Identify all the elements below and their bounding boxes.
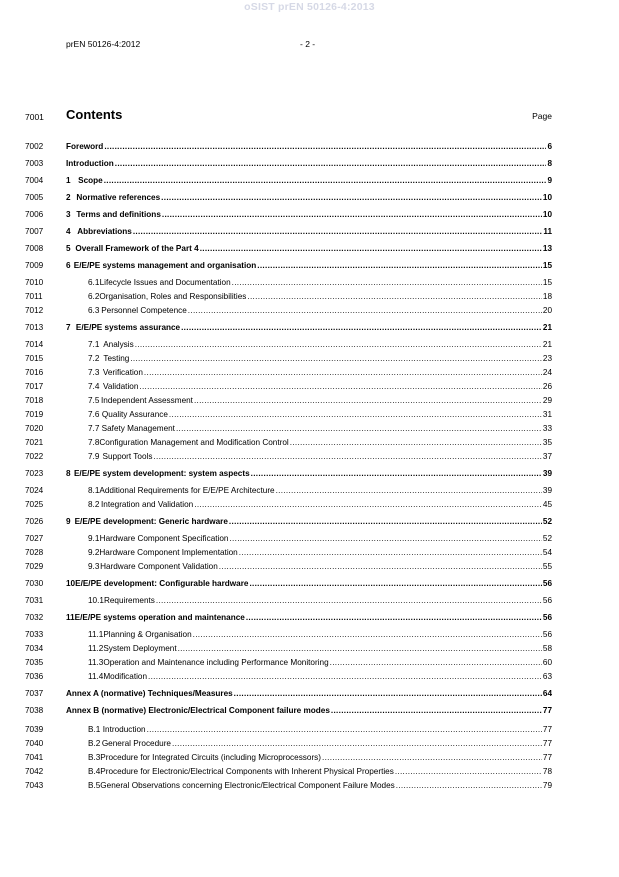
toc-dot-leader: [139, 381, 542, 392]
toc-line-number: 7006: [25, 210, 44, 219]
toc-section-number: 3: [66, 210, 71, 219]
toc-line-number: 7033: [25, 630, 44, 639]
toc-section-number: 7.2: [88, 354, 100, 363]
toc-entry-link[interactable]: [88, 643, 552, 654]
toc-entry-link[interactable]: [66, 516, 552, 527]
toc-page-number: 33: [542, 424, 552, 433]
toc-section-title: Personnel Competence: [101, 306, 187, 315]
toc-line-number: 7029: [25, 562, 44, 571]
toc-page-number: 11: [543, 227, 552, 236]
toc-line-number: 7021: [25, 438, 44, 447]
toc-entry-link[interactable]: [88, 353, 552, 364]
toc-page-number: 20: [542, 306, 552, 315]
toc-line-number: 7016: [25, 368, 44, 377]
toc-row: [0, 468, 619, 479]
toc-row: [0, 367, 619, 378]
toc-section-title: General Procedure: [101, 739, 171, 748]
toc-row: [0, 209, 619, 220]
toc-section-number: 6.2: [88, 292, 100, 301]
toc-line-number: 7012: [25, 306, 44, 315]
toc-line-number: 7042: [25, 767, 44, 776]
toc-dot-leader: [219, 561, 542, 572]
toc-section-number: 11.2: [88, 644, 104, 653]
toc-row: [0, 339, 619, 350]
toc-page-number: 77: [542, 753, 552, 762]
toc-section-number: 8: [66, 469, 71, 478]
toc-entry-link[interactable]: [88, 499, 552, 510]
toc-section-title: Hardware Component Implementation: [99, 548, 238, 557]
toc-row: [0, 305, 619, 316]
toc-section-number: 7.1: [88, 340, 100, 349]
toc-section-title: Integration and Validation: [100, 500, 194, 509]
toc-row: [0, 547, 619, 558]
toc-dot-leader: [395, 766, 542, 777]
toc-line-number: 7036: [25, 672, 44, 681]
toc-page-number: 37: [542, 452, 552, 461]
toc-page-number: 39: [542, 469, 552, 478]
toc-section-number: B.3: [88, 753, 101, 762]
toc-section-title: Support Tools: [102, 452, 153, 461]
toc-entry-link[interactable]: [88, 485, 552, 496]
toc-row: [0, 595, 619, 606]
toc-section-title: Quality Assurance: [101, 410, 168, 419]
toc-section-title: Procedure for Integrated Circuits (including Microprocessors): [100, 753, 321, 762]
toc-dot-leader: [176, 423, 542, 434]
toc-dot-leader: [247, 291, 542, 302]
toc-section-title: Validation: [103, 382, 139, 391]
toc-line-number: 7026: [25, 517, 44, 526]
toc-section-number: 6.3: [88, 306, 100, 315]
toc-entry-link[interactable]: [66, 260, 552, 271]
toc-dot-leader: [194, 499, 542, 510]
toc-entry-link[interactable]: [88, 629, 552, 640]
toc-entry-link[interactable]: [66, 192, 552, 203]
toc-page-number: 56: [542, 579, 552, 588]
watermark: oSIST prEN 50126-4:2013: [244, 1, 375, 13]
toc-line-number: 7002: [25, 142, 44, 151]
toc-row: [0, 277, 619, 288]
toc-line-number: 7013: [25, 323, 44, 332]
toc-dot-leader: [172, 738, 542, 749]
toc-entry-link[interactable]: [88, 437, 552, 448]
toc-section-title: Normative references: [76, 193, 161, 202]
toc-entry-link[interactable]: [66, 322, 552, 333]
toc-page-number: 15: [542, 278, 552, 287]
toc-dot-leader: [229, 516, 542, 527]
toc-section-title: E/E/PE systems assurance: [75, 323, 181, 332]
toc-dot-leader: [276, 485, 542, 496]
toc-section-number: 11: [66, 613, 75, 622]
toc-row: [0, 409, 619, 420]
toc-entry-link[interactable]: [66, 578, 552, 589]
toc-entry-link[interactable]: [88, 291, 552, 302]
toc-page-number: 63: [542, 672, 552, 681]
toc-row: [0, 578, 619, 589]
toc-line-number: 7003: [25, 159, 44, 168]
toc-section-title: Modification: [103, 672, 148, 681]
toc-section-number: 5: [66, 244, 71, 253]
toc-entry-link[interactable]: [88, 671, 552, 682]
toc-line-number: 7011: [25, 292, 43, 301]
toc-row: [0, 724, 619, 735]
toc-dot-leader: [234, 688, 542, 699]
toc-entry-link[interactable]: [66, 141, 552, 152]
toc-entry-link[interactable]: [88, 381, 552, 392]
toc-section-title: Scope: [78, 176, 103, 185]
toc-section-number: 4: [66, 227, 71, 236]
toc-entry-link[interactable]: [66, 243, 552, 254]
toc-entry-link[interactable]: [88, 780, 552, 791]
toc-section-title: General Observations concerning Electronic/Electrical Component Failure Modes: [100, 781, 395, 790]
toc-line-number: 7014: [25, 340, 44, 349]
toc-dot-leader: [181, 322, 542, 333]
toc-dot-leader: [251, 468, 542, 479]
toc-section-title: Analysis: [103, 340, 134, 349]
toc-section-title: Hardware Component Validation: [100, 562, 218, 571]
toc-row: [0, 752, 619, 763]
toc-row: [0, 353, 619, 364]
toc-page-number: 21: [542, 340, 552, 349]
toc-page-number: 78: [542, 767, 552, 776]
toc-dot-leader: [104, 141, 546, 152]
toc-page-number: 79: [542, 781, 552, 790]
toc-page-number: 45: [542, 500, 552, 509]
toc-dot-leader: [330, 657, 542, 668]
toc-entry-link[interactable]: [88, 305, 552, 316]
toc-line-number: 7009: [25, 261, 44, 270]
toc-line-number: 7032: [25, 613, 44, 622]
toc-row: [0, 671, 619, 682]
toc-row: [0, 226, 619, 237]
toc-section-title: E/E/PE development: Configurable hardware: [75, 579, 249, 588]
toc-page-number: 52: [542, 534, 552, 543]
toc-row: [0, 499, 619, 510]
toc-section-title: Verification: [102, 368, 143, 377]
toc-page-number: 26: [542, 382, 552, 391]
toc-entry-link[interactable]: [88, 724, 552, 735]
toc-section-title: Safety Management: [101, 424, 175, 433]
toc-dot-leader: [153, 451, 541, 462]
toc-page-number: 29: [542, 396, 552, 405]
toc-dot-leader: [162, 209, 542, 220]
contents-line-number: 7001: [25, 112, 44, 122]
toc-entry-link[interactable]: [88, 409, 552, 420]
toc-page-number: 58: [542, 644, 552, 653]
toc-dot-leader: [104, 175, 547, 186]
toc-section-number: 6.1: [88, 278, 100, 287]
toc-section-number: 8.1: [88, 486, 100, 495]
toc-section-number: 9.1: [88, 534, 100, 543]
toc-line-number: 7023: [25, 469, 44, 478]
toc-section-title: E/E/PE systems management and organisation: [73, 261, 257, 270]
toc-line-number: 7024: [25, 486, 44, 495]
toc-section-title: E/E/PE systems operation and maintenance: [74, 613, 245, 622]
toc-section-title: System Deployment: [103, 644, 177, 653]
toc-dot-leader: [290, 437, 542, 448]
toc-dot-leader: [396, 780, 542, 791]
toc-row: [0, 657, 619, 668]
toc-entry-link[interactable]: [88, 533, 552, 544]
toc-line-number: 7039: [25, 725, 44, 734]
toc-row: [0, 533, 619, 544]
toc-page-number: 9: [547, 176, 552, 185]
toc-section-number: 2: [66, 193, 71, 202]
header-page-number: - 2 -: [300, 39, 316, 49]
toc-line-number: 7015: [25, 354, 44, 363]
toc-page-number: 56: [542, 596, 552, 605]
toc-section-title: Configuration Management and Modification Control: [99, 438, 289, 447]
toc-dot-leader: [169, 409, 542, 420]
toc-page-number: 77: [542, 725, 552, 734]
toc-line-number: 7007: [25, 227, 44, 236]
toc-section-number: 7.7: [88, 424, 100, 433]
toc-line-number: 7027: [25, 534, 44, 543]
toc-line-number: 7041: [25, 753, 44, 762]
toc-section-number: 6: [66, 261, 71, 270]
toc-entry-link[interactable]: [88, 451, 552, 462]
toc-dot-leader: [188, 305, 542, 316]
toc-row: [0, 158, 619, 169]
toc-section-title: Lifecycle Issues and Documentation: [99, 278, 231, 287]
toc-section-title: Procedure for Electronic/Electrical Components with Inherent Physical Properties: [100, 767, 394, 776]
toc-section-number: B.1: [88, 725, 101, 734]
toc-section-number: B.5: [88, 781, 101, 790]
toc-page-number: 15: [542, 261, 552, 270]
toc-row: [0, 322, 619, 333]
toc-section-number: 11.3: [88, 658, 104, 667]
toc-row: [0, 395, 619, 406]
toc-page-number: 13: [542, 244, 552, 253]
toc-dot-leader: [200, 243, 542, 254]
toc-page-number: 77: [542, 739, 552, 748]
toc-line-number: 7020: [25, 424, 44, 433]
toc-page-number: 10: [542, 193, 552, 202]
toc-dot-leader: [161, 192, 542, 203]
toc-section-number: B.2: [88, 739, 101, 748]
toc-line-number: 7028: [25, 548, 44, 557]
toc-section-number: 7.6: [88, 410, 100, 419]
toc-section-number: 7.3: [88, 368, 100, 377]
toc-dot-leader: [239, 547, 542, 558]
toc-line-number: 7034: [25, 644, 44, 653]
toc-section-title: Additional Requirements for E/E/PE Architecture: [99, 486, 275, 495]
toc-dot-leader: [147, 724, 542, 735]
toc-line-number: 7008: [25, 244, 44, 253]
contents-title: Contents: [66, 107, 123, 122]
toc-page-number: 35: [542, 438, 552, 447]
toc-page-number: 18: [542, 292, 552, 301]
toc-line-number: 7017: [25, 382, 44, 391]
toc-entry-link[interactable]: [66, 226, 552, 237]
toc-dot-leader: [130, 353, 542, 364]
toc-dot-leader: [257, 260, 542, 271]
toc-section-title: Operation and Maintenance including Performance Monitoring: [103, 658, 329, 667]
toc-dot-leader: [194, 395, 542, 406]
toc-page-number: 60: [542, 658, 552, 667]
toc-page-number: 21: [542, 323, 552, 332]
toc-section-title: Annex A (normative) Techniques/Measures: [66, 689, 233, 698]
toc-section-number: 9.2: [88, 548, 100, 557]
toc-section-number: 11.4: [88, 672, 104, 681]
toc-entry-link[interactable]: [88, 395, 552, 406]
toc-section-title: Organisation, Roles and Responsibilities: [99, 292, 247, 301]
toc-line-number: 7025: [25, 500, 44, 509]
toc-dot-leader: [115, 158, 547, 169]
toc-row: [0, 381, 619, 392]
toc-page-number: 10: [542, 210, 552, 219]
toc-section-number: 1: [66, 176, 71, 185]
toc-section-title: Hardware Component Specification: [99, 534, 229, 543]
toc-page-number: 6: [547, 142, 552, 151]
toc-entry-link[interactable]: [88, 738, 552, 749]
toc-section-title: Requirements: [103, 596, 155, 605]
toc-row: [0, 451, 619, 462]
toc-entry-link[interactable]: [66, 158, 552, 169]
toc-entry-link[interactable]: [88, 277, 552, 288]
toc-section-number: 11.1: [88, 630, 104, 639]
toc-line-number: 7030: [25, 579, 44, 588]
toc-page-number: 52: [542, 517, 552, 526]
toc-section-number: 7: [66, 323, 71, 332]
toc-section-number: 10: [66, 579, 76, 588]
toc-section-title: E/E/PE system development: system aspects: [73, 469, 250, 478]
toc-row: [0, 423, 619, 434]
toc-line-number: 7031: [25, 596, 44, 605]
toc-row: [0, 192, 619, 203]
toc-line-number: 7004: [25, 176, 44, 185]
toc-section-number: 8.2: [88, 500, 100, 509]
toc-line-number: 7043: [25, 781, 44, 790]
toc-entry-link[interactable]: [66, 468, 552, 479]
toc-line-number: 7010: [25, 278, 44, 287]
toc-entry-link[interactable]: [66, 175, 552, 186]
toc-entry-link[interactable]: [88, 595, 552, 606]
toc-dot-leader: [249, 578, 541, 589]
page-column-label: Page: [532, 111, 552, 121]
toc-row: [0, 437, 619, 448]
toc-row: [0, 243, 619, 254]
toc-line-number: 7037: [25, 689, 44, 698]
toc-line-number: 7035: [25, 658, 44, 667]
toc-row: [0, 738, 619, 749]
toc-dot-leader: [148, 671, 542, 682]
toc-row: [0, 705, 619, 716]
toc-entry-link[interactable]: [66, 688, 552, 699]
toc-section-title: Abbreviations: [77, 227, 132, 236]
toc-row: [0, 629, 619, 640]
toc-row: [0, 485, 619, 496]
toc-row: [0, 561, 619, 572]
toc-entry-link[interactable]: [66, 705, 552, 716]
toc-section-title: Foreword: [66, 142, 104, 151]
toc-page-number: 77: [542, 706, 552, 715]
toc-section-number: 9.3: [88, 562, 100, 571]
toc-page-number: 8: [547, 159, 552, 168]
toc-dot-leader: [331, 705, 542, 716]
toc-section-number: 7.9: [88, 452, 100, 461]
toc-section-number: 9: [66, 517, 71, 526]
toc-entry-link[interactable]: [66, 612, 552, 623]
toc-row: [0, 291, 619, 302]
toc-row: [0, 780, 619, 791]
toc-section-title: Introduction: [102, 725, 146, 734]
toc-section-number: 7.5: [88, 396, 100, 405]
toc-section-title: Overall Framework of the Part 4: [75, 244, 199, 253]
toc-section-title: Planning & Organisation: [103, 630, 192, 639]
toc-line-number: 7038: [25, 706, 44, 715]
header-doc-id: prEN 50126-4:2012: [66, 39, 141, 49]
toc-section-number: 7.4: [88, 382, 100, 391]
toc-dot-leader: [178, 643, 542, 654]
toc-row: [0, 516, 619, 527]
toc-section-title: Introduction: [66, 159, 114, 168]
toc-row: [0, 766, 619, 777]
toc-line-number: 7022: [25, 452, 44, 461]
toc-entry-link[interactable]: [88, 547, 552, 558]
toc-section-number: 10.1: [88, 596, 104, 605]
toc-row: [0, 175, 619, 186]
toc-entry-link[interactable]: [88, 752, 552, 763]
toc-dot-leader: [229, 533, 541, 544]
toc-dot-leader: [156, 595, 542, 606]
toc-dot-leader: [246, 612, 542, 623]
toc-section-number: B.4: [88, 767, 101, 776]
toc-entry-link[interactable]: [88, 339, 552, 350]
toc-entry-link[interactable]: [88, 367, 552, 378]
toc-page-number: 64: [542, 689, 552, 698]
toc-line-number: 7040: [25, 739, 44, 748]
toc-line-number: 7005: [25, 193, 44, 202]
toc-section-number: 7.8: [88, 438, 100, 447]
toc-page-number: 24: [542, 368, 552, 377]
toc-section-title: Independent Assessment: [101, 396, 193, 405]
toc-row: [0, 643, 619, 654]
toc-dot-leader: [322, 752, 542, 763]
toc-dot-leader: [135, 339, 542, 350]
toc-entry-link[interactable]: [88, 766, 552, 777]
toc-page-number: 23: [542, 354, 552, 363]
toc-row: [0, 141, 619, 152]
toc-entry-link[interactable]: [88, 561, 552, 572]
toc-dot-leader: [232, 277, 542, 288]
toc-row: [0, 260, 619, 271]
toc-page-number: 56: [542, 613, 552, 622]
toc-entry-link[interactable]: [88, 423, 552, 434]
toc-page-number: 31: [542, 410, 552, 419]
toc-dot-leader: [144, 367, 542, 378]
toc-line-number: 7018: [25, 396, 44, 405]
toc-page-number: 56: [542, 630, 552, 639]
toc-page-number: 54: [542, 548, 552, 557]
toc-section-title: Terms and definitions: [76, 210, 161, 219]
toc-row: [0, 612, 619, 623]
toc-dot-leader: [193, 629, 542, 640]
toc-page-number: 55: [542, 562, 552, 571]
toc-dot-leader: [133, 226, 543, 237]
toc-entry-link[interactable]: [66, 209, 552, 220]
toc-section-title: Testing: [103, 354, 130, 363]
toc-section-title: Annex B (normative) Electronic/Electrical Component failure modes: [66, 706, 330, 715]
toc-row: [0, 688, 619, 699]
toc-section-title: E/E/PE development: Generic hardware: [74, 517, 228, 526]
toc-line-number: 7019: [25, 410, 44, 419]
toc-entry-link[interactable]: [88, 657, 552, 668]
toc-page-number: 39: [542, 486, 552, 495]
